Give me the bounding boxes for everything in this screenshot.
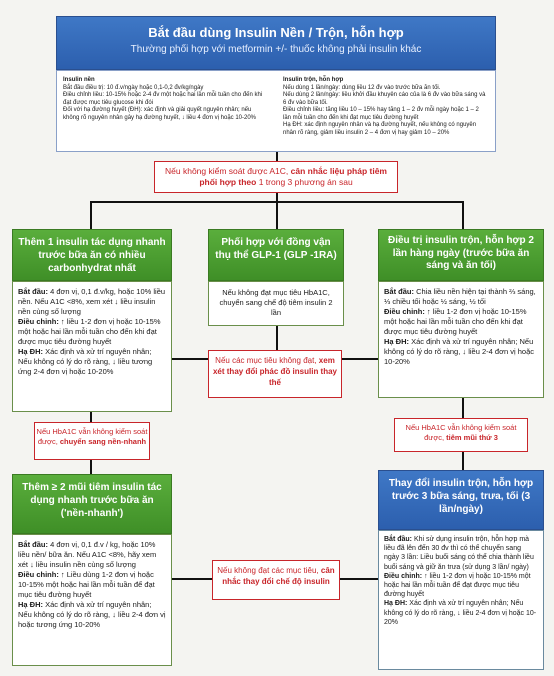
box-right2-body: Bắt đầu: Khi sử dụng insulin trộn, hỗn hợp mà liều đã lên đến 30 đv thì có thể chuyển sang ngày 3 lần: Liều buổi sáng có thể chia thành liều buổi sáng và giữ ăn trưa (sử dụng 3 lần/ ngày) Điều chỉnh: ↑ liều 1-2 đơn vị hoặc 10-15% một hoặc hai lần mỗi tuần để đạt được mục tiêu đường huyết Hạ ĐH: Xác định và xử trí nguyên nhân; Nếu không có lý do rõ ràng, ↓ liều 2-4 đơn vị hoặc 10-20% — [378, 530, 544, 670]
connector-line — [276, 201, 278, 229]
box-right2-title: Thay đổi insulin trộn, hỗn hợp trước 3 bữa sáng, trưa, tối (3 lần/ngày) — [378, 470, 544, 530]
box-left-body: Bắt đầu: 4 đơn vị, 0,1 đ.v/kg, hoặc 10% liều nền. Nếu A1C <8%, xem xét ↓ liều insulin nền cùng số lượng Điều chỉnh: ↑ liều 1-2 đơn vị hoặc 10-15% một hoặc hai lần mỗi tuần cho đến khi đạt được mục tiêu đường huyết Hạ ĐH: Xác định và xử trí nguyên nhân; Nếu không có lý do rõ ràng, ↓ liều tương ứng 2-4 đơn vị hoặc 10-20% — [12, 281, 172, 412]
box-left-title: Thêm 1 insulin tác dụng nhanh trước bữa ăn có nhiều carbonhydrat nhất — [12, 229, 172, 281]
premix-line-1: Nếu dùng 1 lần/ngày: dùng liều 12 đv vào trước bữa ăn tối. — [283, 84, 441, 91]
decision-box-mid: Nếu các mục tiêu không đạt, xem xét thay đổi phác đồ insulin thay thế — [208, 350, 342, 398]
premix-insulin-column — [283, 77, 487, 137]
premix-line-3: Điều chỉnh liều: tăng liều 10 – 15% hay tăng 1 – 2 đv mỗi ngày hoặc 1 – 2 lần mỗi tuần cho đến khi đạt mục tiêu đường huyết — [283, 107, 479, 121]
box-mid-title: Phối hợp với đồng vận thụ thể GLP-1 (GLP -1RA) — [208, 229, 344, 281]
decision-box-right: Nếu HbA1C vẫn không kiểm soát được, tiêm mũi thứ 3 — [394, 418, 528, 452]
box-left2-body: Bắt đầu: 4 đơn vị, 0,1 đ.v / kg, hoặc 10% liều nền/ bữa ăn. Nếu A1C <8%, hãy xem xét ↓ liều insulin nền cùng số lượng Điều chỉnh: ↑ Liều dùng 1-2 đơn vị hoặc 10-15% một hoặc hai lần mỗi tuần để đạt mục tiêu đường huyết Hạ ĐH: Xác định và xử trí nguyên nhân; Nếu không có lý do rõ ràng, ↓ liều 2-4 đơn vị hoặc tương ứng 10-20% — [12, 534, 172, 666]
insulin-regimens-panel — [56, 70, 496, 152]
box-mid-body: Nếu không đạt mục tiêu HbA1C, chuyển sang chế độ tiêm insulin 2 lần — [208, 281, 344, 326]
connector-line — [462, 201, 464, 229]
main-title: Bắt đầu dùng Insulin Nền / Trộn, hỗn hợp — [148, 25, 404, 40]
main-subtitle: Thường phối hợp với metformin +/- thuốc không phải insulin khác — [130, 44, 422, 55]
premix-heading: Insulin trộn, hỗn hợp — [283, 77, 344, 83]
connector-line — [276, 326, 278, 350]
box-right-body: Bắt đầu: Chia liều nền hiện tại thành ⅔ sáng, ⅓ chiều tối hoặc ½ sáng, ½ tối Điều chỉnh: ↑ liều 1-2 đơn vị hoặc 10-15% một hoặc hai lần mỗi tuần cho đến khi đạt được mục tiêu đường huyết Hạ ĐH: Xác định và xử trí nguyên nhân; Nếu không có lý do rõ ràng, ↓ liều 2-4 đơn vị hoặc 10-20% — [378, 281, 544, 398]
connector-line — [90, 201, 92, 229]
connector-line — [338, 358, 378, 360]
premix-line-2: Nếu dùng 2 lần/ngày: liều khởi đầu khuyên cáo của là 6 đv vào bữa sáng và 6 đv vào bữa tối. — [283, 92, 486, 106]
connector-line — [338, 578, 378, 580]
box-left2-title: Thêm ≥ 2 mũi tiêm insulin tác dụng nhanh trước bữa ăn ('nền-nhanh') — [12, 474, 172, 534]
connector-line — [172, 578, 212, 580]
basal-heading: Insulin nền — [63, 77, 95, 83]
title-banner — [56, 16, 496, 70]
decision-box-a1c: Nếu không kiểm soát được A1C, cân nhắc liệu pháp tiêm phối hợp theo 1 trong 3 phương án sau — [154, 161, 398, 193]
decision-box-bottom: Nếu không đạt các mục tiêu, cân nhắc thay đổi chế độ insulin — [212, 560, 340, 600]
box-right-title: Điều trị insulin trộn, hỗn hợp 2 lần hàng ngày (trước bữa ăn sáng và ăn tối) — [378, 229, 544, 281]
decision-box-left: Nếu HbA1C vẫn không kiểm soát được, chuyển sang nền-nhanh — [34, 422, 150, 460]
basal-line-2: Điều chỉnh liều: 10-15% hoặc 2-4 đv một hoặc hai lần mỗi tuần cho đến khi đạt được mục tiêu glucose khi đói — [63, 92, 263, 106]
basal-line-3: Đối với hạ đường huyết (ĐH): xác định và giải quyết nguyên nhân; nếu không rõ nguyên nhân gây hạ đường huyết, ↓ liều 4 đơn vị hoặc 10-20% — [63, 107, 257, 121]
basal-insulin-column — [63, 77, 267, 122]
basal-line-1: Bắt đầu điều trị: 10 đ.v/ngày hoặc 0,1-0,2 đv/kg/ngày — [63, 84, 204, 91]
premix-line-4: Hạ ĐH: xác định nguyên nhân và hạ đường huyết, nếu không có nguyên nhân rõ ràng, giảm liều insulin 2 – 4 đơn vị hay giảm 10 – 20% — [283, 122, 477, 136]
